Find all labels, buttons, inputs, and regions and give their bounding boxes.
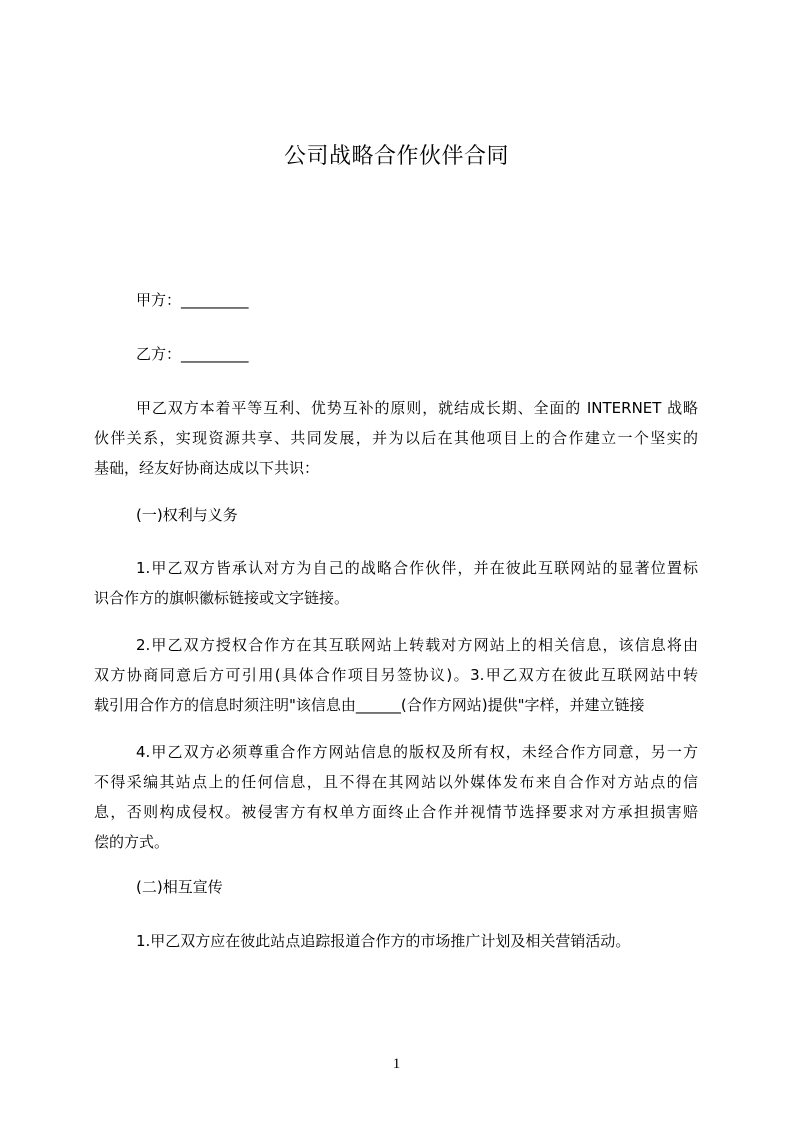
clause-line: 2.甲乙双方授权合作方在其互联网站上转载对方网站上的相关信息，该信息将由 [136,636,698,654]
clause-line: 双方协商同意后方可引用(具体合作项目另签协议)。3.甲乙双方在彼此互联网站中转 [94,666,698,684]
clause-2-paragraph [94,630,698,720]
party-a-line: 甲方：_________ [136,291,249,309]
clause-5-line: 1.甲乙双方应在彼此站点追踪报道合作方的市场推广计划及相关营销活动。 [136,932,631,950]
intro-line: 甲乙双方本着平等互利、优势互补的原则，就结成长期、全面的 INTERNET 战略 [136,399,698,417]
intro-line: 伙伴关系，实现资源共享、共同发展，并为以后在其他项目上的合作建立一个坚实的 [94,429,698,447]
section-heading-promotion: (二)相互宣传 [136,878,223,896]
clause-1-paragraph [94,553,698,613]
document-title: 公司战略合作伙伴合同 [283,144,509,169]
clause-line: 1.甲乙双方皆承认对方为自己的战略合作伙伴，并在彼此互联网站的显著位置标 [136,559,698,577]
clause-4-paragraph [94,737,698,857]
clause-line: 不得采编其站点上的任何信息，且不得在其网站以外媒体发布来自合作对方站点的信 [94,773,698,791]
page-number: 1 [392,1056,401,1072]
clause-line: 4.甲乙双方必须尊重合作方网站信息的版权及所有权，未经合作方同意，另一方 [136,743,698,761]
clause-line: 识合作方的旗帜徽标链接或文字链接。 [94,589,350,607]
section-heading-rights: (一)权利与义务 [136,506,238,524]
clause-line: 偿的方式。 [94,833,170,851]
clause-line: 载引用合作方的信息时须注明"该信息由______(合作方网站)提供"字样，并建立链接 [94,696,645,714]
intro-line: 基础，经友好协商达成以下共识： [94,459,320,477]
intro-paragraph [94,393,698,483]
party-b-line: 乙方：_________ [136,345,249,363]
clause-line: 息，否则构成侵权。被侵害方有权单方面终止合作并视情节选择要求对方承担损害赔 [94,803,698,821]
